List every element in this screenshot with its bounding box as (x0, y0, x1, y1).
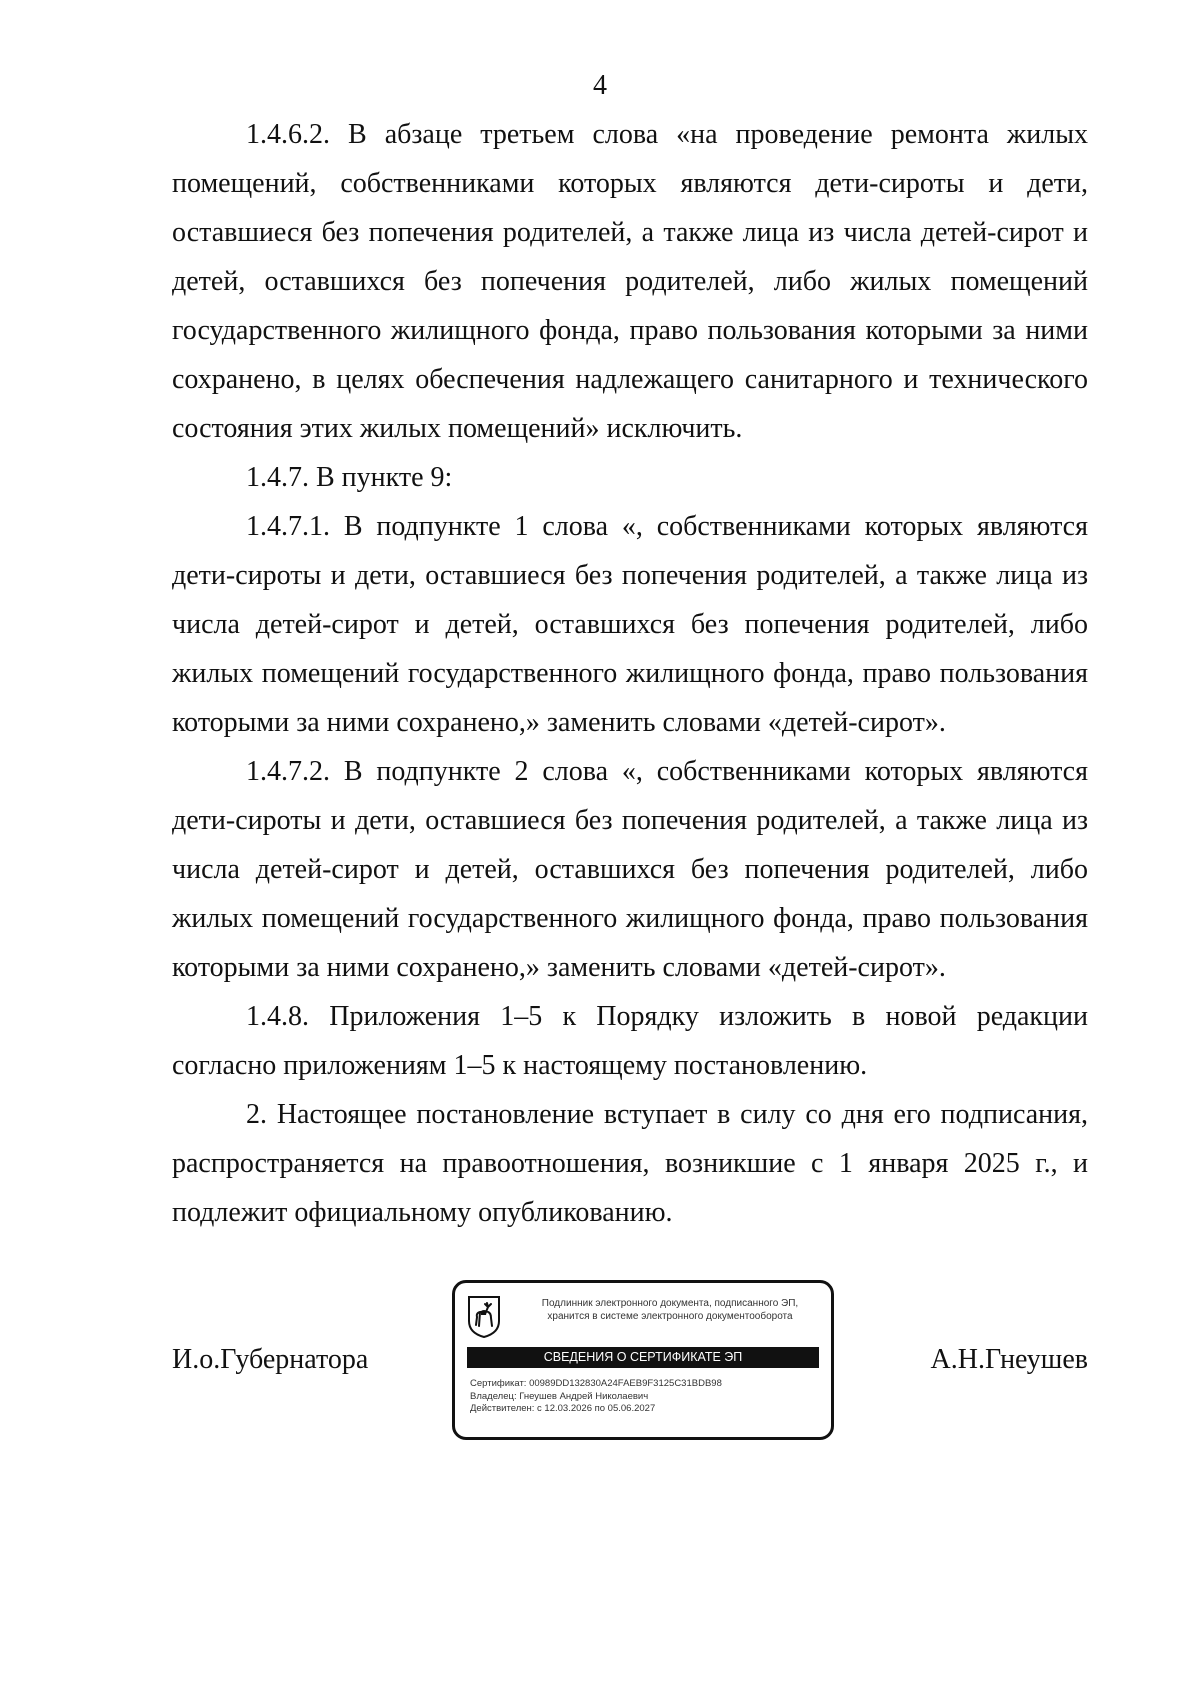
paragraph-1-4-7-2: 1.4.7.2. В подпункте 2 слова «, собственниками которых являются дети-сироты и дети, оставшиеся без попечения родителей, а также лица из числа детей-сирот и детей, оставшихся без попечения родителей, либо жилых помещений государственного жилищного фонда, право пользования которыми за ними сохранено,» заменить словами «детей-сирот». (172, 756, 1088, 983)
certificate-header: СВЕДЕНИЯ О СЕРТИФИКАТЕ ЭП (467, 1347, 819, 1368)
certificate-details (470, 1378, 722, 1416)
paragraph-2: 2. Настоящее постановление вступает в силу со дня его подписания, распространяется на правоотношения, возникшие с 1 января 2025 г., и подлежит официальному опубликованию. (172, 1099, 1088, 1228)
certificate-owner: Владелец: Гнеушев Андрей Николаевич (470, 1390, 649, 1402)
certificate-validity: Действителен: с 12.03.2026 по 05.06.2027 (470, 1403, 656, 1414)
page-number: 4 (593, 70, 607, 101)
paragraph-1-4-8: 1.4.8. Приложения 1–5 к Порядку изложить в новой редакции согласно приложениям 1–5 к настоящему постановлению. (172, 1001, 1088, 1081)
certificate-number: Сертификат: 00989DD132830A24FAEB9F3125C31BDB98 (470, 1378, 722, 1389)
electronic-signature-stamp (452, 1280, 834, 1440)
signer-name: А.Н.Гнеушев (930, 1344, 1088, 1375)
signer-position: И.о.Губернатора (172, 1344, 369, 1375)
stamp-note-line: хранится в системе электронного документооборота (547, 1311, 793, 1322)
stamp-note (511, 1297, 829, 1323)
deer-coat-of-arms-icon (467, 1295, 501, 1339)
stamp-note-line: Подлинник электронного документа, подписанного ЭП, (541, 1298, 799, 1309)
paragraph-1-4-7-1: 1.4.7.1. В подпункте 1 слова «, собственниками которых являются дети-сироты и дети, оставшиеся без попечения родителей, а также лица из числа детей-сирот и детей, оставшихся без попечения родителей, либо жилых помещений государственного жилищного фонда, право пользования которыми за ними сохранено,» заменить словами «детей-сирот». (172, 511, 1088, 738)
paragraph-1-4-7: 1.4.7. В пункте 9: (246, 462, 453, 493)
document-body (172, 110, 1088, 1237)
paragraph-1-4-6-2: 1.4.6.2. В абзаце третьем слова «на проведение ремонта жилых помещений, собственниками которых являются дети-сироты и дети, оставшиеся без попечения родителей, а также лица из числа детей-сирот и детей, оставшихся без попечения родителей, либо жилых помещений государственного жилищного фонда, право пользования которыми за ними сохранено, в целях обеспечения надлежащего санитарного и технического состояния этих жилых помещений» исключить. (172, 119, 1088, 444)
